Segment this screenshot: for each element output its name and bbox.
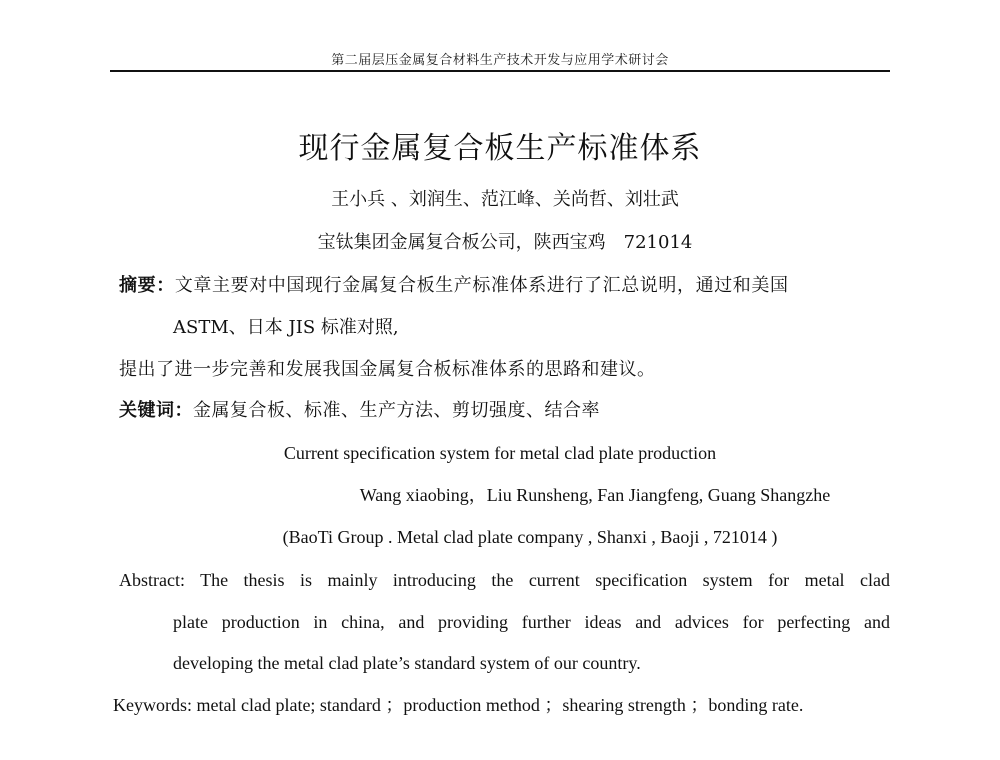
keywords-cn-label: 关键词： <box>119 400 193 421</box>
authors-en: Wang xiaobing，Liu Runsheng, Fan Jiangfeng, Guang Shangzhe <box>359 485 831 505</box>
keywords-cn <box>119 399 600 423</box>
abstract-cn-line-1 <box>119 274 789 298</box>
running-head: 第二届层压金属复合材料生产技术开发与应用学术研讨会 <box>331 53 669 68</box>
keywords-en: Keywords: metal clad plate; standard ；production method ；shearing strength ；bonding rate. <box>113 695 804 715</box>
abstract-cn-line-2: ASTM、日本 JIS 标准对照, <box>173 317 399 338</box>
abstract-cn-text-1: 文章主要对中国现行金属复合板生产标准体系进行了汇总说明，通过和美国 <box>174 275 789 296</box>
header-rule <box>110 70 890 72</box>
affiliation-cn: 宝钛集团金属复合板公司，陕西宝鸡 721014 <box>317 232 693 253</box>
title-en: Current specification system for metal clad plate production <box>283 443 717 463</box>
abstract-cn-label: 摘要： <box>119 275 175 296</box>
paper-title: 现行金属复合板生产标准体系 <box>298 131 702 167</box>
abstract-en-line-1: Abstract: The thesis is mainly introducing the current specification system for metal clad <box>119 570 890 590</box>
authors-cn: 王小兵 、刘润生、范江峰、关尚哲、刘壮武 <box>331 189 679 210</box>
abstract-en-line-3: developing the metal clad plate’s standard system of our country. <box>173 653 641 673</box>
keywords-cn-text: 金属复合板、标准、生产方法、剪切强度、结合率 <box>193 400 600 421</box>
abstract-cn-line-3: 提出了进一步完善和发展我国金属复合板标准体系的思路和建议。 <box>119 359 656 380</box>
affiliation-en: (BaoTi Group . Metal clad plate company , Shanxi , Baoji , 721014 ) <box>282 527 778 547</box>
abstract-en-line-2: plate production in china, and providing further ideas and advices for perfecting and <box>173 612 890 632</box>
